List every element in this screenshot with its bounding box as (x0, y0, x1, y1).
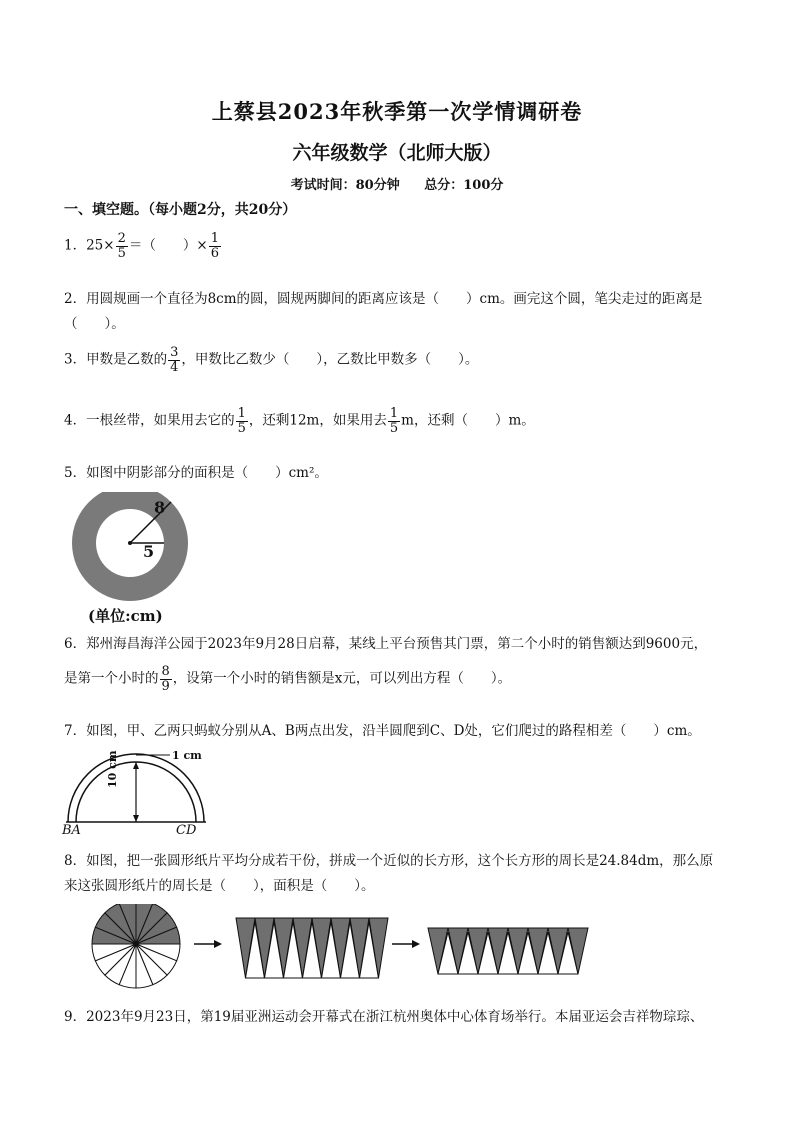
exam-title: 上蔡县2023年秋季第一次学情调研卷 (211, 99, 583, 124)
question-3 (64, 346, 478, 374)
exam-subtitle: 六年级数学（北师大版） (292, 142, 502, 164)
section-heading: 一、填空题。（每小题2分，共20分） (64, 202, 297, 218)
question-2-line2: （ ）。 (64, 316, 125, 332)
fraction (116, 232, 128, 260)
center-dot (128, 541, 132, 545)
denominator: 5 (237, 420, 246, 436)
ring-figure (66, 492, 196, 604)
fraction (388, 407, 400, 435)
rearranged-shape-2 (428, 928, 588, 974)
gap-label: 1 cm (172, 749, 202, 762)
denominator: 4 (170, 359, 179, 375)
fraction (168, 346, 180, 374)
sectored-circle (92, 904, 180, 988)
q4-pre: 4．一根丝带，如果用去它的 (64, 412, 235, 429)
right-points-label: CD (176, 823, 197, 838)
q1-mid: ＝（ ）× (128, 237, 208, 254)
arrow-1-head (214, 940, 222, 948)
outer-radius-label: 8 (154, 498, 166, 517)
arrow-2-head (412, 940, 420, 948)
fraction (160, 665, 172, 693)
question-9-line1: 9．2023年9月23日，第19届亚洲运动会开幕式在浙江杭州奥体中心体育场举行。本届亚运会吉祥物琮琮、 (64, 1009, 704, 1025)
numerator: 1 (210, 231, 219, 246)
fraction (209, 232, 221, 260)
q1-pre: 1．25× (64, 237, 115, 254)
fraction (236, 407, 248, 435)
unit-label: (单位:cm) (88, 607, 163, 625)
arrow-down (133, 815, 139, 822)
inner-radius-label: 5 (143, 542, 155, 561)
question-8-line2: 来这张圆形纸片的周长是（ ），面积是（ ）。 (64, 878, 375, 894)
question-4 (64, 407, 535, 435)
question-6-line1: 6．郑州海昌海洋公园于2023年9月28日启幕，某线上平台预售其门票，第二个小时的销售额达到9600元， (64, 636, 708, 652)
arrow-up (133, 762, 139, 769)
denominator: 9 (161, 678, 170, 694)
question-2-line1: 2．用圆规画一个直径为8cm的圆，圆规两脚间的距离应该是（ ）cm。画完这个圆，笔尖走过的距离是 (64, 291, 703, 307)
question-7: 7．如图，甲、乙两只蚂蚁分别从A、B两点出发，沿半圆爬到C、D处，它们爬过的路程相差（ ）cm。 (64, 723, 701, 739)
question-1 (64, 232, 222, 260)
q3-pre: 3．甲数是乙数的 (64, 351, 168, 368)
numerator: 3 (170, 345, 179, 360)
numerator: 1 (237, 406, 246, 421)
q3-post: ，甲数比乙数少（ ），乙数比甲数多（ ）。 (181, 351, 479, 368)
radius-label: 10 cm (106, 750, 119, 788)
rearranged-shape-1 (236, 918, 388, 978)
exam-info (0, 174, 794, 193)
denominator: 5 (389, 420, 399, 436)
denominator: 5 (117, 245, 126, 261)
numerator: 1 (389, 406, 399, 421)
q6-pre: 是第一个小时的 (64, 670, 159, 687)
total-score: 总分：100分 (424, 178, 504, 193)
q4-mid: ，还剩12m，如果用去 (248, 412, 387, 429)
denominator: 6 (210, 245, 219, 261)
circle-rearrange-figure (86, 904, 606, 996)
numerator: 2 (117, 231, 126, 246)
question-5: 5．如图中阴影部分的面积是（ ）cm²。 (64, 465, 328, 481)
exam-time: 考试时间：80分钟 (290, 178, 400, 193)
question-8-line1: 8．如图，把一张圆形纸片平均分成若干份，拼成一个近似的长方形，这个长方形的周长是24.84dm，那么原 (64, 853, 714, 869)
q6-post: ，设第一个小时的销售额是x元，可以列出方程（ ）。 (172, 670, 512, 687)
left-points-label: BA (62, 823, 81, 838)
numerator: 8 (161, 664, 170, 679)
question-6-line2 (64, 665, 511, 693)
q4-post: m，还剩（ ）m。 (401, 412, 535, 429)
